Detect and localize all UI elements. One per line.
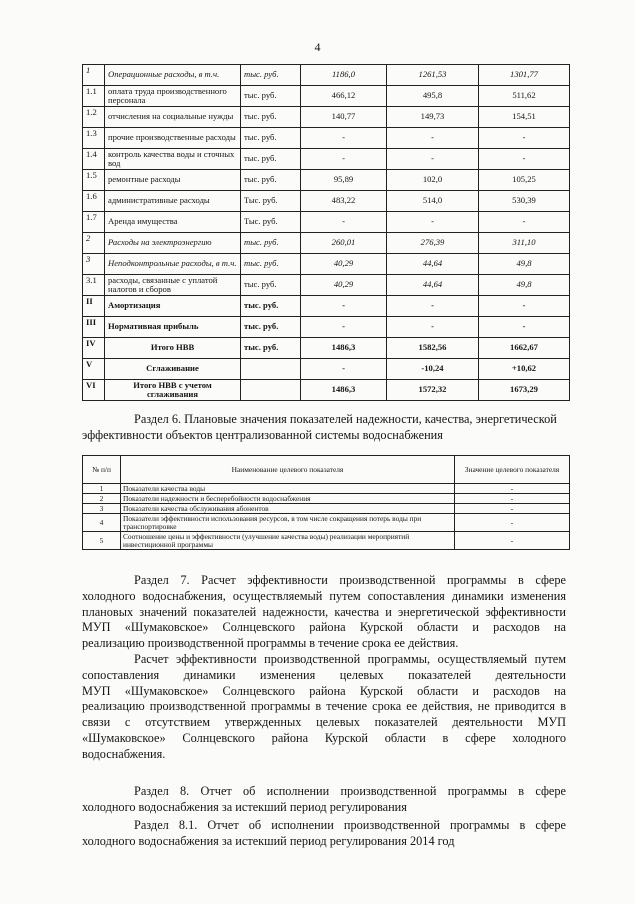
section-6-heading [82, 412, 566, 444]
row-name: Нормативная прибыль [105, 317, 241, 338]
row-number: 1.7 [83, 212, 105, 233]
row-unit: тыс. руб. [241, 170, 301, 191]
text-line: МУП «Шумаковское» Солнцевского района Курской области и расходов на [82, 683, 566, 698]
row-value-2: - [387, 212, 479, 233]
table-row [83, 128, 570, 149]
section-8-1 [82, 818, 566, 850]
row-unit: тыс. руб. [241, 65, 301, 86]
row-unit: тыс. руб. [241, 128, 301, 149]
row-name: контроль качества воды и сточных вод [105, 149, 241, 170]
text-line: «Шумаковское» Солнцевского района Курской области в сфере холодного [82, 730, 566, 745]
indicator-number: 3 [83, 504, 121, 514]
section-7 [82, 573, 566, 763]
row-value-1: 483,22 [301, 191, 387, 212]
row-name: Амортизация [105, 296, 241, 317]
section-8-1-line-2: холодного водоснабжения за истекший период регулирования 2014 год [82, 833, 455, 848]
row-name: Сглаживание [105, 359, 241, 380]
indicator-number: 4 [83, 514, 121, 532]
row-value-2: 276,39 [387, 233, 479, 254]
indicator-name: Показатели надежности и бесперебойности водоснабжения [121, 494, 455, 504]
table-row [83, 212, 570, 233]
text-line: связи с отсутствием утвержденных целевых показателей деятельности МУП [82, 715, 566, 730]
section-7-paragraph-1 [82, 573, 566, 652]
table-row [83, 504, 570, 514]
row-value-3: 1662,67 [479, 338, 570, 359]
row-value-1: - [301, 149, 387, 170]
row-value-2: 44,64 [387, 275, 479, 296]
table-row [83, 514, 570, 532]
indicator-value: - [455, 494, 570, 504]
row-value-1: 40,29 [301, 275, 387, 296]
row-value-2: 495,8 [387, 86, 479, 107]
page-number: 4 [314, 40, 321, 54]
indicator-name: Соотношение цены и эффективности (улучшение качества воды) реализации мероприятий инвестиционной программы [121, 532, 455, 550]
row-value-1: - [301, 128, 387, 149]
row-value-2: 102,0 [387, 170, 479, 191]
row-name: прочие производственные расходы [105, 128, 241, 149]
text-line: Раздел 7. Расчет эффективности производственной программы в сфере [134, 573, 566, 587]
row-unit: тыс. руб. [241, 86, 301, 107]
row-name: отчисления на социальные нужды [105, 107, 241, 128]
indicator-number: 2 [83, 494, 121, 504]
indicator-value: - [455, 532, 570, 550]
table-row [83, 494, 570, 504]
row-name: Итого НВВ [105, 338, 241, 359]
row-number: II [83, 296, 105, 317]
row-value-1: 40,29 [301, 254, 387, 275]
row-value-3: 530,39 [479, 191, 570, 212]
row-value-3: 311,10 [479, 233, 570, 254]
row-value-3: - [479, 212, 570, 233]
row-value-1: 1486,3 [301, 338, 387, 359]
row-value-2: 1572,32 [387, 380, 479, 401]
row-number: 1.1 [83, 86, 105, 107]
row-value-3: 1301,77 [479, 65, 570, 86]
row-value-3: 105,25 [479, 170, 570, 191]
table-row [83, 191, 570, 212]
row-value-2: - [387, 317, 479, 338]
row-value-1: 1486,3 [301, 380, 387, 401]
row-value-2: 1261,53 [387, 65, 479, 86]
row-value-2: -10,24 [387, 359, 479, 380]
row-unit [241, 359, 301, 380]
table-row [83, 233, 570, 254]
row-unit: тыс. руб. [241, 317, 301, 338]
section-7-paragraph-2 [82, 652, 566, 763]
row-value-1: - [301, 359, 387, 380]
header-value: Значение целевого показателя [455, 456, 570, 484]
text-line-last: водоснабжения. [82, 746, 166, 761]
row-name: Итого НВВ с учетом сглаживания [105, 380, 241, 401]
row-unit: тыс. руб. [241, 338, 301, 359]
table-row [83, 254, 570, 275]
row-number: III [83, 317, 105, 338]
table-row [83, 484, 570, 494]
row-number: 2 [83, 233, 105, 254]
table-row [83, 338, 570, 359]
indicator-name: Показатели эффективности использования ресурсов, в том числе сокращения потерь воды при транспортировке [121, 514, 455, 532]
indicator-value: - [455, 514, 570, 532]
row-value-3: 49,8 [479, 254, 570, 275]
row-unit: тыс. руб. [241, 149, 301, 170]
row-value-2: 44,64 [387, 254, 479, 275]
target-indicators-table [82, 455, 570, 550]
row-number: 1.2 [83, 107, 105, 128]
row-unit: тыс. руб. [241, 233, 301, 254]
row-value-1: 466,12 [301, 86, 387, 107]
row-number: 3 [83, 254, 105, 275]
section-8-line-1: Раздел 8. Отчет об исполнении производственной программы в сфере [134, 784, 566, 798]
row-value-2: 149,73 [387, 107, 479, 128]
section-8 [82, 784, 566, 816]
row-value-3: 511,62 [479, 86, 570, 107]
row-value-3: 1673,29 [479, 380, 570, 401]
row-unit: Тыс. руб. [241, 191, 301, 212]
table-row [83, 65, 570, 86]
row-number: IV [83, 338, 105, 359]
row-number: V [83, 359, 105, 380]
row-unit: Тыс. руб. [241, 212, 301, 233]
row-number: 1.3 [83, 128, 105, 149]
row-value-2: - [387, 128, 479, 149]
row-value-3: - [479, 149, 570, 170]
table-row [83, 275, 570, 296]
row-value-3: - [479, 317, 570, 338]
row-unit: тыс. руб. [241, 275, 301, 296]
row-value-1: - [301, 212, 387, 233]
row-name: оплата труда производственного персонала [105, 86, 241, 107]
section-8-1-line-1: Раздел 8.1. Отчет об исполнении производственной программы в сфере [134, 818, 566, 832]
row-value-3: 49,8 [479, 275, 570, 296]
table-row [83, 380, 570, 401]
indicator-value: - [455, 484, 570, 494]
row-name: ремонтные расходы [105, 170, 241, 191]
text-line-last: реализацию производственной программы в течение срока ее действия. [82, 636, 459, 651]
row-name: Неподконтрольные расходы, в т.ч. [105, 254, 241, 275]
indicator-value: - [455, 504, 570, 514]
table-row [83, 359, 570, 380]
row-value-2: 514,0 [387, 191, 479, 212]
row-number: 1.4 [83, 149, 105, 170]
text-line: МУП «Шумаковское» Солнцевского района Курской области и расходов на [82, 620, 566, 635]
table-header-row [83, 456, 570, 484]
row-value-2: - [387, 149, 479, 170]
header-num: № п/п [83, 456, 121, 484]
row-unit [241, 380, 301, 401]
row-number: 1 [83, 65, 105, 86]
cost-table [82, 64, 570, 401]
row-unit: тыс. руб. [241, 254, 301, 275]
indicator-number: 1 [83, 484, 121, 494]
row-name: Операционные расходы, в т.ч. [105, 65, 241, 86]
table-row [83, 317, 570, 338]
row-value-1: 1186,0 [301, 65, 387, 86]
row-value-2: 1582,56 [387, 338, 479, 359]
table-row [83, 170, 570, 191]
row-unit: тыс. руб. [241, 296, 301, 317]
row-value-1: 140,77 [301, 107, 387, 128]
row-unit: тыс. руб. [241, 107, 301, 128]
row-value-3: 154,51 [479, 107, 570, 128]
indicator-number: 5 [83, 532, 121, 550]
row-name: Расходы на электроэнергию [105, 233, 241, 254]
table-row [83, 296, 570, 317]
row-value-2: - [387, 296, 479, 317]
text-line: Расчет эффективности производственной программы, осуществляемый путем [134, 651, 566, 666]
row-number: 1.5 [83, 170, 105, 191]
row-name: расходы, связанные с уплатой налогов и сборов [105, 275, 241, 296]
row-number: 3.1 [83, 275, 105, 296]
row-number: 1.6 [83, 191, 105, 212]
row-name: административные расходы [105, 191, 241, 212]
header-name: Наименование целевого показателя [121, 456, 455, 484]
row-value-3: - [479, 296, 570, 317]
text-line: сопоставления динамики изменения целевых показателей деятельности [82, 667, 566, 682]
text-line: холодного водоснабжения, осуществляемый путем сопоставления динамики изменения [82, 588, 566, 603]
section-8-line-2: холодного водоснабжения за истекший период регулирования [82, 799, 407, 814]
row-value-3: +10,62 [479, 359, 570, 380]
table-row [83, 149, 570, 170]
row-value-1: 260,01 [301, 233, 387, 254]
row-value-3: - [479, 128, 570, 149]
section-6-line: Раздел 6. Плановые значения показателей надежности, качества, энергетической эффективности объектов централизованной системы водоснабжения [82, 412, 557, 442]
text-line: плановых значений показателей надежности, качества и энергетической эффективности [82, 604, 566, 619]
row-number: VI [83, 380, 105, 401]
indicator-name: Показатели качества обслуживания абонентов [121, 504, 455, 514]
text-line: реализацию производственной программы в течение срока ее действия, не приводится в [82, 699, 566, 714]
row-name: Аренда имущества [105, 212, 241, 233]
row-value-1: - [301, 317, 387, 338]
row-value-1: 95,89 [301, 170, 387, 191]
table-row [83, 86, 570, 107]
indicator-name: Показатели качества воды [121, 484, 455, 494]
row-value-1: - [301, 296, 387, 317]
table-row [83, 107, 570, 128]
table-row [83, 532, 570, 550]
